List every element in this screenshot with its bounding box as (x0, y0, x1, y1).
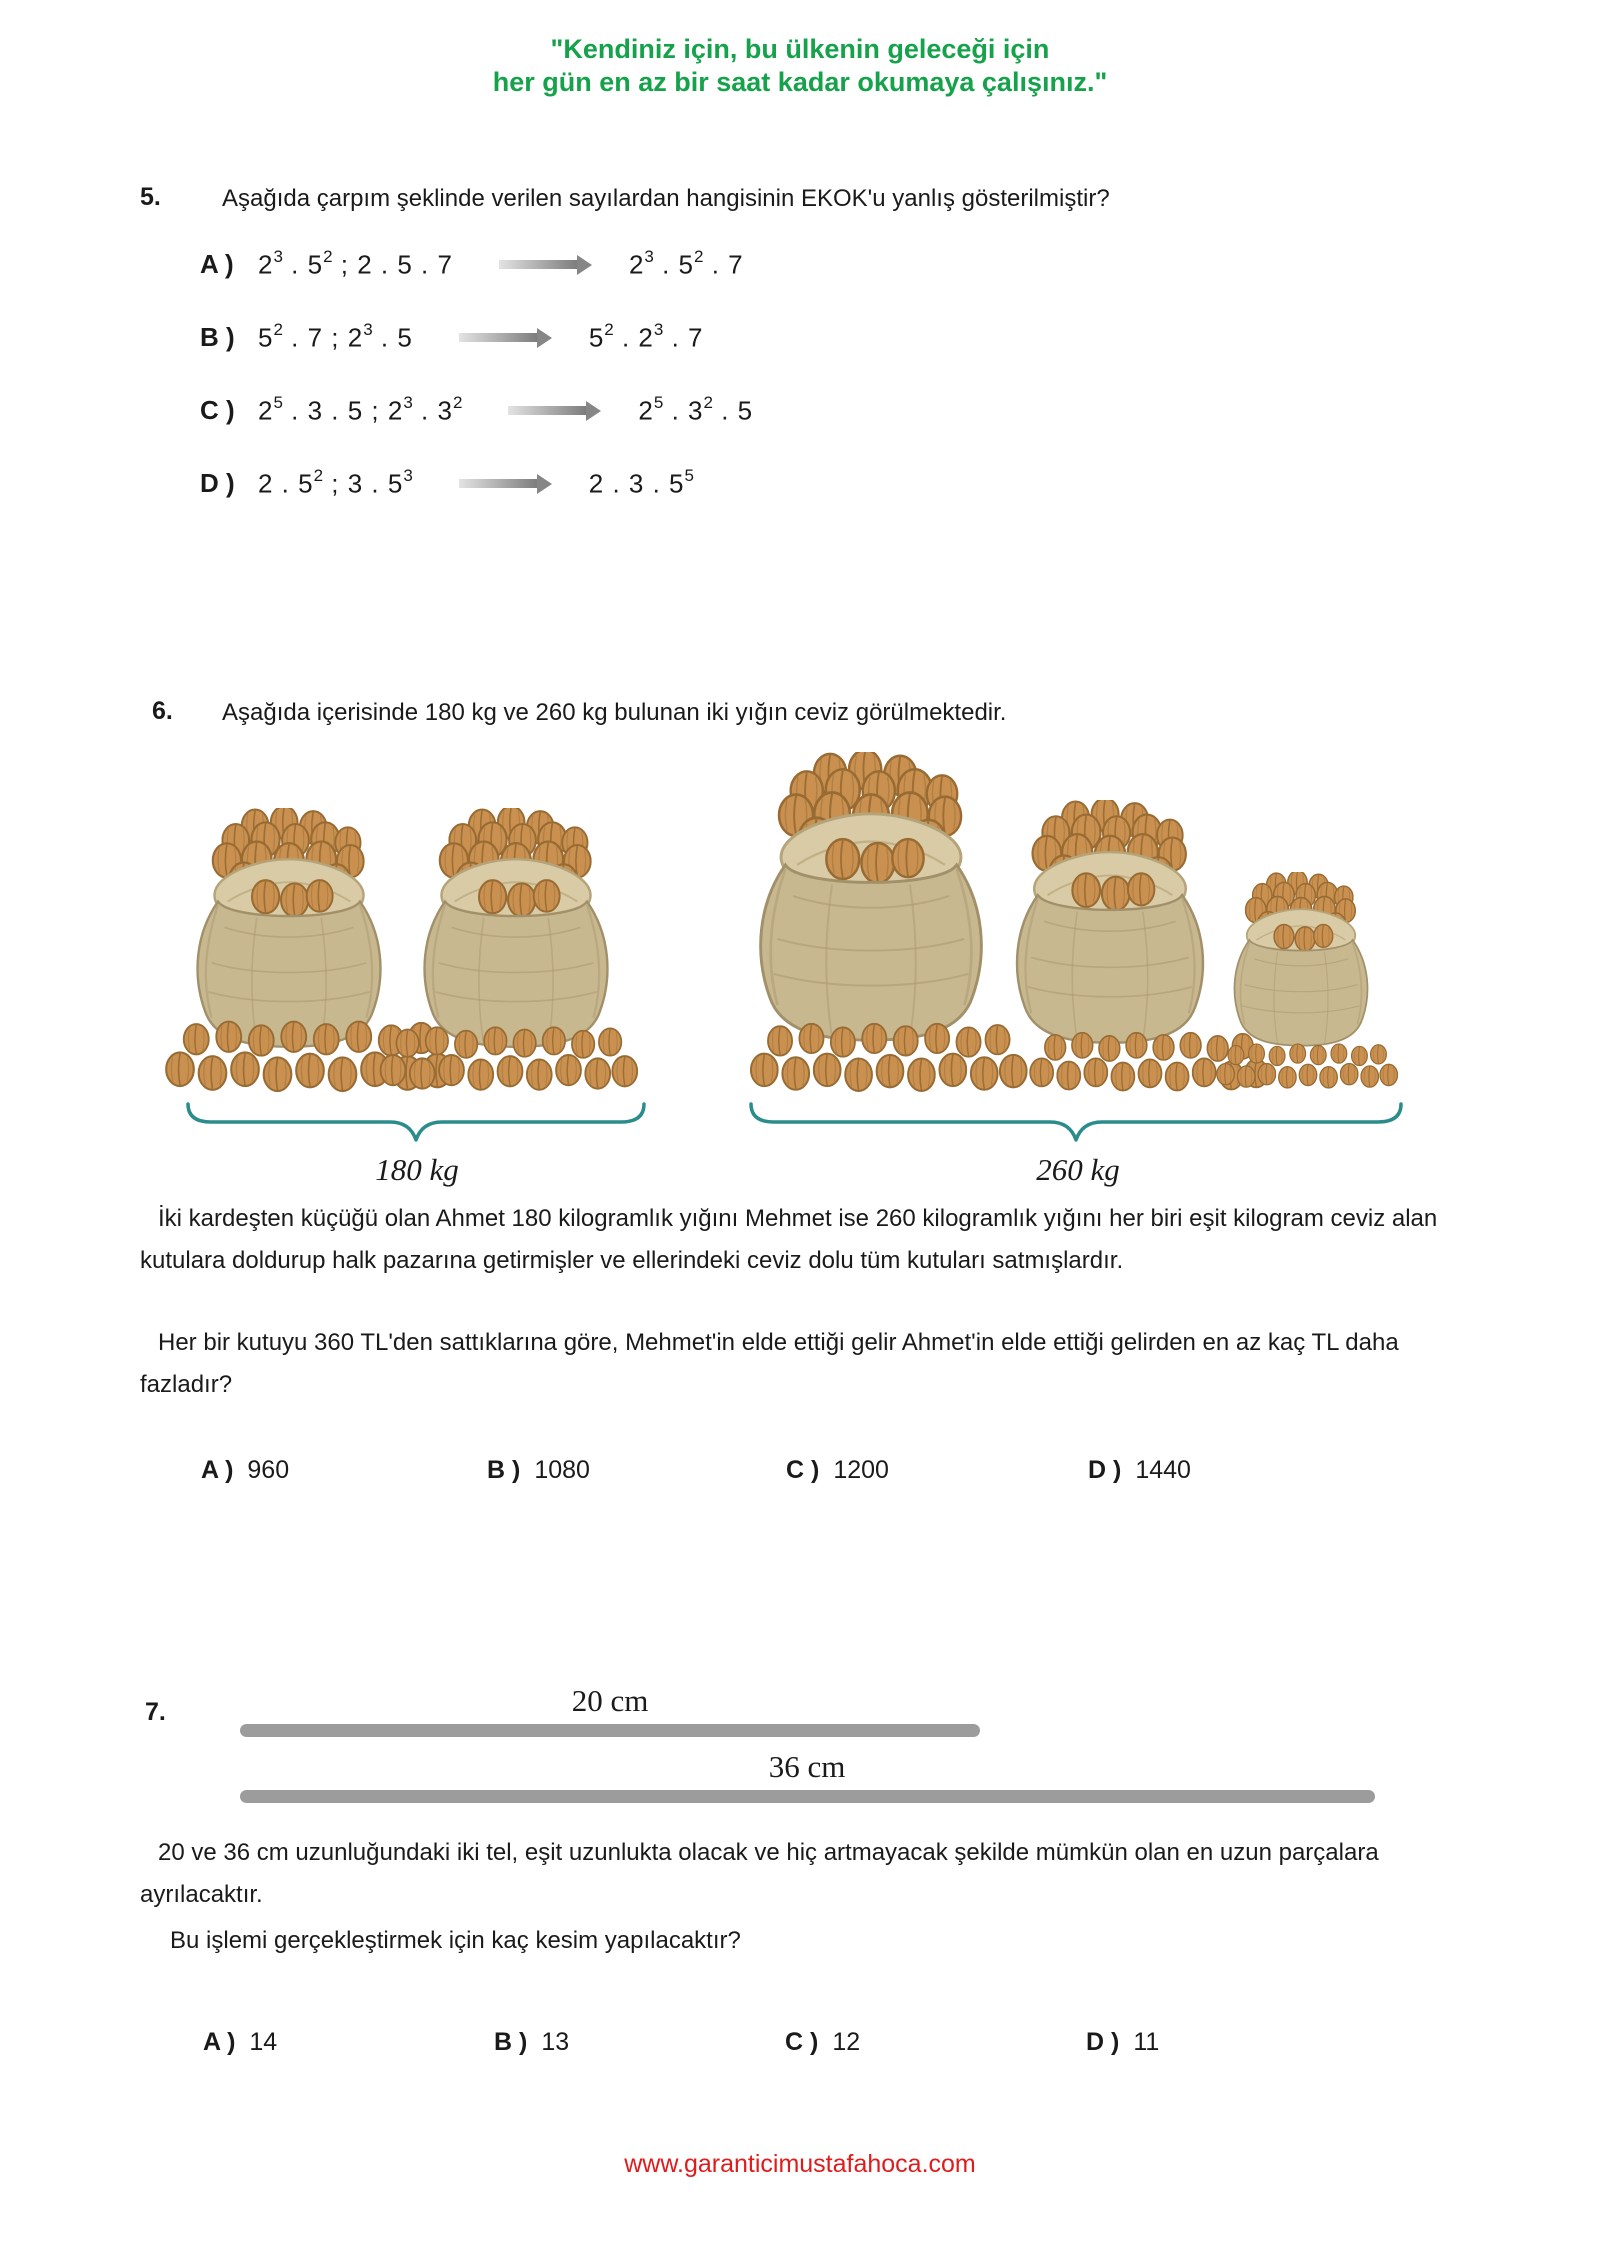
option-value: 1080 (534, 1456, 590, 1484)
q5-option-c (200, 395, 753, 427)
option-value: 1200 (833, 1456, 889, 1484)
q5-option-d-given: 2 . $5^2$ ; 3 . $5^3$ (258, 466, 413, 499)
q5-option-c-result: $2^5$ . $3^2$ . 5 (638, 393, 754, 426)
option-label: C ) (786, 1456, 820, 1484)
wire1-length-label: 20 cm (571, 1683, 649, 1718)
option-label: B ) (487, 1456, 521, 1484)
brace-260kg-icon (748, 1100, 1404, 1144)
option-label: B ) (200, 322, 235, 353)
option-value: 1440 (1135, 1456, 1191, 1484)
wire2-bar (240, 1790, 1375, 1803)
option-label: C ) (200, 395, 235, 426)
q5-option-c-given: $2^5$ . 3 . 5 ; $2^3$ . $3^2$ (258, 393, 463, 426)
q6-number: 6. (152, 697, 173, 725)
q6-option-a (201, 1456, 289, 1485)
q5-option-a-given: $2^3$ . $5^2$ ; 2 . 5 . 7 (258, 247, 453, 280)
walnut-sacks-180kg-illustration (160, 800, 650, 1100)
q5-option-a-result: $2^3$ . $5^2$ . 7 (628, 247, 744, 280)
q7-option-c (785, 2028, 860, 2057)
wire1-bar (240, 1724, 980, 1737)
q6-text: Aşağıda içerisinde 180 kg ve 260 kg bulunan iki yığın ceviz görülmektedir. (222, 699, 1007, 726)
q7-number: 7. (145, 1698, 166, 1726)
option-label: D ) (1086, 2028, 1120, 2056)
q7-option-b (494, 2028, 569, 2057)
pile-label-260kg: 260 kg (1036, 1152, 1120, 1187)
pile-label-180kg: 180 kg (375, 1152, 459, 1187)
option-label: D ) (1088, 1456, 1122, 1484)
q5-text: Aşağıda çarpım şeklinde verilen sayılardan hangisinin EKOK'u yanlış gösterilmiştir? (222, 185, 1110, 212)
option-value: 11 (1133, 2028, 1160, 2056)
lcm-arrow-icon (508, 406, 586, 415)
brace-180kg-icon (185, 1100, 647, 1144)
option-label: A ) (203, 2028, 236, 2056)
q5-number: 5. (140, 183, 161, 211)
q7-option-d (1086, 2028, 1159, 2057)
walnut-sacks-260kg-illustration (735, 752, 1415, 1100)
q7-paragraph-1: 20 ve 36 cm uzunluğundaki iki tel, eşit uzunlukta olacak ve hiç artmayacak şekilde mümkün olan en uzun parçalara ayrılacaktır. (140, 1839, 1379, 1908)
q6-option-b (487, 1456, 590, 1485)
q5-option-b-result: $5^2$ . $2^3$ . 7 (588, 320, 704, 353)
option-label: A ) (200, 249, 234, 280)
option-label: B ) (494, 2028, 528, 2056)
q6-paragraph-2: Her bir kutuyu 360 TL'den sattıklarına göre, Mehmet'in elde ettiği gelir Ahmet'in elde ettiği gelirden en az kaç TL daha fazladır? (140, 1329, 1399, 1398)
lcm-arrow-icon (499, 260, 577, 269)
lcm-arrow-icon (459, 479, 537, 488)
q6-option-c (786, 1456, 889, 1485)
q7-option-a (203, 2028, 277, 2057)
option-value: 12 (832, 2028, 861, 2056)
option-value: 13 (541, 2028, 570, 2056)
q5-option-a (200, 249, 744, 281)
q5-option-b-given: $5^2$ . 7 ; $2^3$ . 5 (258, 320, 413, 353)
footer-website-url: www.garanticimustafahoca.com (624, 2150, 976, 2178)
wire2-length-label: 36 cm (768, 1749, 846, 1784)
q6-option-d (1088, 1456, 1191, 1485)
option-label: D ) (200, 468, 235, 499)
header-quote-line2: her gün en az bir saat kadar okumaya çalışınız." (492, 67, 1108, 97)
option-label: A ) (201, 1456, 234, 1484)
option-label: C ) (785, 2028, 819, 2056)
q7-paragraph-2: Bu işlemi gerçekleştirmek için kaç kesim yapılacaktır? (170, 1927, 741, 1954)
q5-option-d (200, 468, 694, 500)
q5-option-b (200, 322, 704, 354)
header-quote (0, 33, 1600, 99)
option-value: 14 (249, 2028, 278, 2056)
q5-option-d-result: 2 . 3 . $5^5$ (588, 466, 694, 499)
option-value: 960 (247, 1456, 290, 1484)
q6-paragraph-1: İki kardeşten küçüğü olan Ahmet 180 kilogramlık yığını Mehmet ise 260 kilogramlık yığını her biri eşit kilogram ceviz alan kutulara doldurup halk pazarına getirmişler ve ellerindeki ceviz dolu tüm kutuları satmışlardır. (140, 1205, 1438, 1274)
lcm-arrow-icon (459, 333, 537, 342)
header-quote-line1: "Kendiniz için, bu ülkenin geleceği için (550, 34, 1050, 64)
